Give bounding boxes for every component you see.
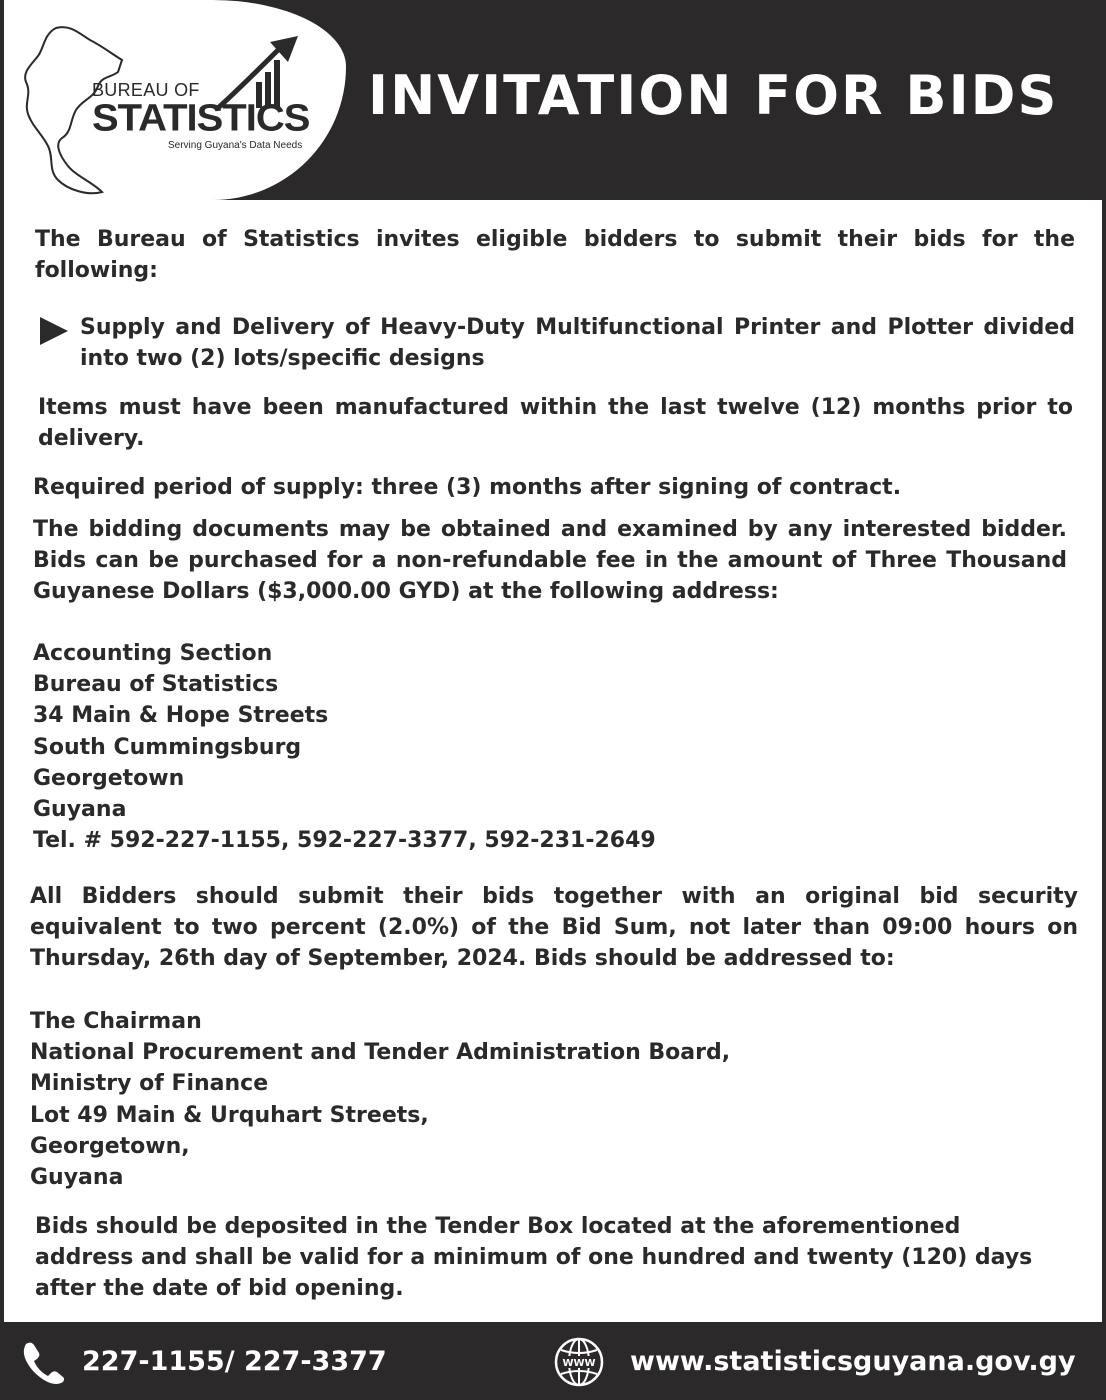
logo-line1: BUREAU OF (92, 80, 200, 100)
telephone-line: Tel. # 592-227-1155, 592-227-3377, 592-231-2649 (33, 828, 656, 854)
chairman-address (30, 1006, 730, 1193)
period-paragraph: Required period of supply: three (3) months after signing of contract. (33, 475, 902, 500)
address-line: Georgetown, (30, 1133, 190, 1159)
page-title: INVITATION FOR BIDS (368, 64, 1059, 127)
address-line: Ministry of Finance (30, 1071, 269, 1097)
deposit-paragraph: Bids should be deposited in the Tender Box located at the aforementioned address and shall be valid for a minimum of one hundred and twenty (120) days after the date of bid opening. (35, 1214, 1033, 1301)
globe-icon (553, 1336, 605, 1388)
footer-website[interactable]: www.statisticsguyana.gov.gy (630, 1346, 1076, 1377)
logo-panel (4, 0, 346, 200)
svg-text:WWW: WWW (562, 1358, 596, 1369)
address-line: Guyana (30, 1165, 124, 1191)
bullet-item: Supply and Delivery of Heavy-Duty Multifunctional Printer and Plotter divided into two (2) lots/specific designs (80, 315, 1075, 371)
manufacture-paragraph: Items must have been manufactured within the last twelve (12) months prior to delivery. (38, 395, 1073, 451)
address-line: Georgetown (33, 765, 185, 791)
address-line: South Cummingsburg (33, 734, 302, 760)
address-line: National Procurement and Tender Administration Board, (30, 1040, 731, 1066)
documents-paragraph: The bidding documents may be obtained and examined by any interested bidder. Bids can be purchased for a non-refundable fee in the amount of Three Thousand Guyanese Dollars ($3,000.00 GYD) at the following address: (33, 517, 1067, 604)
phone-icon (20, 1340, 66, 1384)
address-line: Accounting Section (33, 641, 273, 666)
address-line: Guyana (33, 797, 127, 823)
footer-phone[interactable]: 227-1155/ 227-3377 (82, 1346, 387, 1377)
intro-paragraph: The Bureau of Statistics invites eligible bidders to submit their bids for the following: (35, 227, 1075, 283)
submission-paragraph: All Bidders should submit their bids together with an original bid security equivalent to two percent (2.0%) of the Bid Sum, not later than 09:00 hours on Thursday, 26th day of September, 2024. Bids should be addressed to: (30, 884, 1078, 971)
footer-bar (0, 1322, 1106, 1400)
header-banner (0, 0, 1106, 200)
accounting-address (33, 638, 656, 856)
logo-tagline: Serving Guyana's Data Needs (168, 140, 303, 151)
address-line: Lot 49 Main & Urquhart Streets, (30, 1102, 429, 1128)
address-line: 34 Main & Hope Streets (33, 703, 329, 729)
address-line: The Chairman (30, 1009, 202, 1034)
logo-line2: STATISTICS (92, 97, 310, 139)
bullet-arrow-icon (40, 317, 68, 345)
address-line: Bureau of Statistics (33, 672, 279, 698)
